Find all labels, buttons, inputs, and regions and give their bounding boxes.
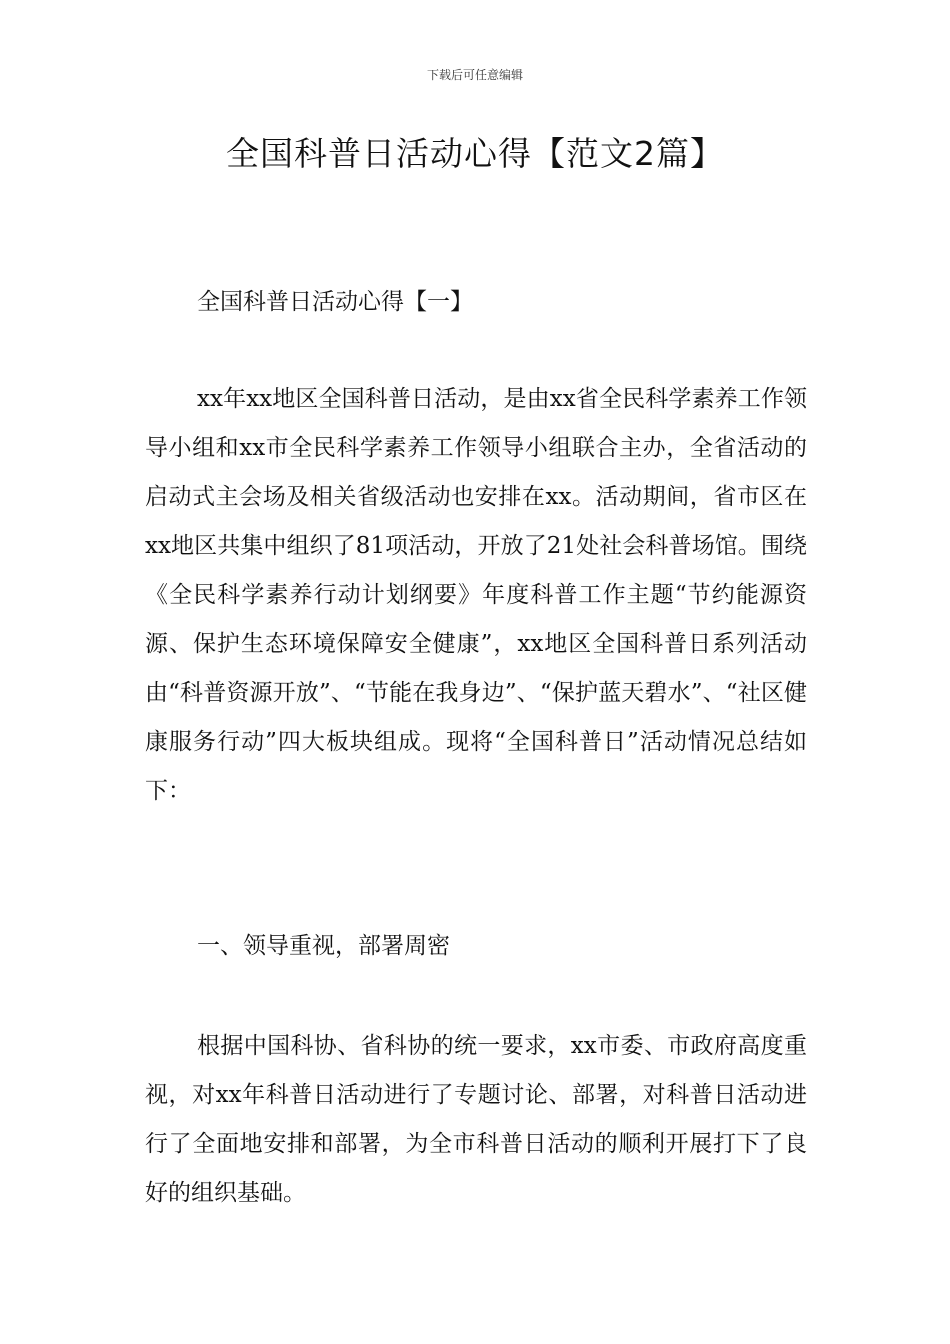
paragraph-one: xx年xx地区全国科普日活动，是由xx省全民科学素养工作领导小组和xx市全民科学素养工作领导小组联合主办，全省活动的启动式主会场及相关省级活动也安排在xx。活动期间，省市区在xx地区共集中组织了81项活动，开放了21处社会科普场馆。围绕《全民科学素养行动计划纲要》年度科普工作主题“节约能源资源、保护生态环境保障安全健康”，xx地区全国科普日系列活动由“科普资源开放”、“节能在我身边”、“保护蓝天碧水”、“社区健康服务行动”四大板块组成。现将“全国科普日”活动情况总结如下： xyxy=(145,386,807,804)
subtitle-one: 全国科普日活动心得【一】 xyxy=(197,289,473,315)
document-title: 全国科普日活动心得【范文2篇】 xyxy=(226,134,724,173)
paragraph-two: 根据中国科协、省科协的统一要求，xx市委、市政府高度重视，对xx年科普日活动进行了专题讨论、部署，对科普日活动进行了全面地安排和部署，为全市科普日活动的顺利开展打下了良好的组织基础。 xyxy=(145,1033,807,1206)
section-heading-one: 一、领导重视，部署周密 xyxy=(197,933,450,959)
header-note: 下载后可任意编辑 xyxy=(426,68,523,82)
